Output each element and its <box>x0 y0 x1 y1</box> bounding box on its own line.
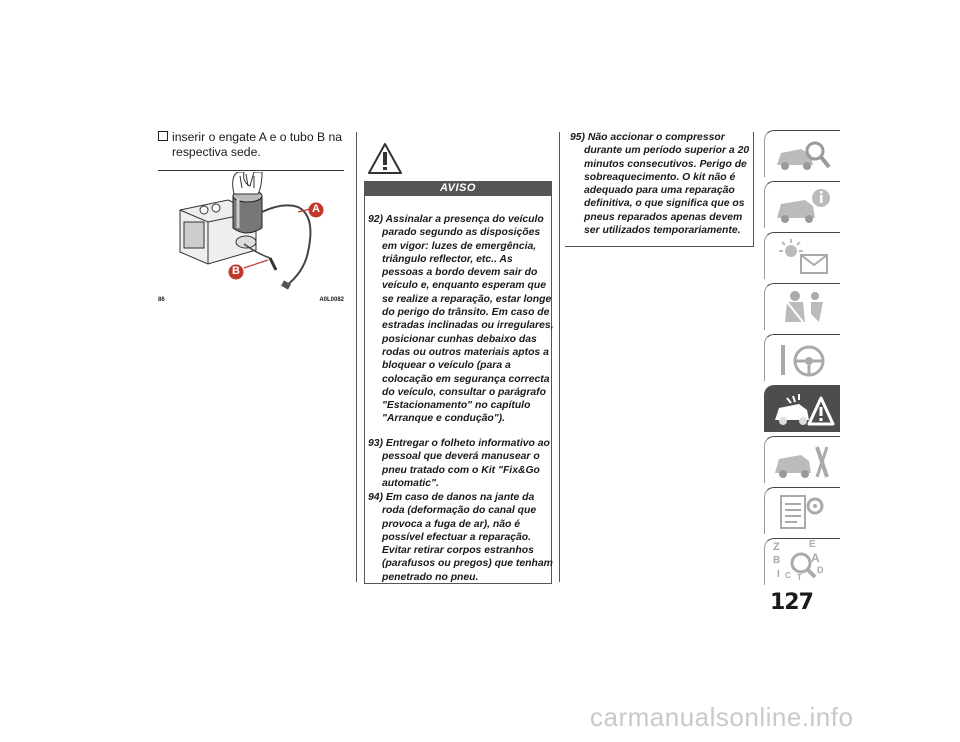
tab-driving[interactable] <box>764 334 840 381</box>
warning-note-92 <box>368 213 554 426</box>
tab-technical-data[interactable] <box>764 487 840 534</box>
tab-maintenance[interactable] <box>764 436 840 483</box>
label-a: A <box>312 203 320 215</box>
figure-number: 86 <box>158 297 165 303</box>
tab-car-info[interactable] <box>764 181 840 228</box>
steering-wheel-icon <box>771 339 835 379</box>
note-text: 92) Assinalar a presença do veículo parado segundo as disposições em vigor: luzes de emergência, triângulo reflector, etc.. As pessoas a bordo devem sair do veículo e, enquanto esperam que se realize a reparação, estar longe do perigo do trânsito. Em caso de estradas inclinadas ou irregulares, posicionar cunhas debaixo das rodas ou outros materiais aptos a bloquear o veículo (para a colocação em segurança correcta do veículo, consultar o parágrafo "Estacionamento" no capítulo "Arranque e condução"). <box>368 214 554 425</box>
figure-top-divider <box>158 170 344 171</box>
tab-car-search[interactable] <box>764 130 840 177</box>
warning-triangle-icon <box>367 142 403 176</box>
index-letter: E <box>809 539 816 550</box>
warning-lights-icon <box>771 237 835 277</box>
tab-safety[interactable] <box>764 283 840 330</box>
bullet-item <box>158 130 348 160</box>
car-search-icon <box>771 135 835 175</box>
index-letter: D <box>817 565 824 575</box>
warning-note-93 <box>368 437 554 490</box>
checkbox-bullet-icon <box>158 131 168 141</box>
instruction-block <box>158 130 348 160</box>
bullet-text-line2: respectiva sede. <box>172 145 261 159</box>
index-letter: I <box>777 569 780 580</box>
seatbelt-person-icon <box>771 288 835 328</box>
note-text: 93) Entregar o folheto informativo ao pessoal que deverá manusear o pneu tratado com o Kit "Fix&Go automatic". <box>368 438 550 489</box>
note-text: 94) Em caso de danos na jante da roda (deformação do canal que provoca a fuga de ar), não é possível efectuar a reparação. Evitar retirar corpos estranhos (parafusos ou pregos) que tenham penetrado no pneu. <box>368 492 553 583</box>
tab-index[interactable] <box>764 538 840 585</box>
compressor-illustration <box>158 172 348 294</box>
index-letter: B <box>773 555 781 566</box>
page-number: 127 <box>770 590 813 615</box>
index-letter: C <box>785 571 791 580</box>
tab-warning-lights[interactable] <box>764 232 840 279</box>
warning-note-94 <box>368 491 554 584</box>
car-breakdown-icon <box>771 390 835 430</box>
index-letter: A <box>811 551 820 565</box>
index-letter: T <box>797 573 802 582</box>
bullet-text-line1: inserir o engate A e o tubo B na <box>172 130 343 144</box>
alphabet-index-icon <box>771 543 835 583</box>
watermark[interactable]: carmanualsonline.info <box>590 702 854 732</box>
tab-emergency[interactable] <box>764 385 840 432</box>
label-b: B <box>232 265 240 277</box>
figure-caption <box>158 297 344 303</box>
settings-list-icon <box>771 492 835 532</box>
index-letter: Z <box>773 541 780 553</box>
car-service-icon <box>771 441 835 481</box>
warning-note-95 <box>570 131 750 237</box>
column-divider-1 <box>356 132 357 582</box>
car-info-icon <box>771 186 835 226</box>
figure-code: A0L0082 <box>319 297 344 303</box>
warning-header: AVISO <box>364 181 552 196</box>
note-text: 95) Não accionar o compressor durante um período superior a 20 minutos consecutivos. Perigo de sobreaquecimento. O kit não é adequado para uma reparação definitiva, o que significa que os pneus reparados apenas devem ser utilizados temporariamente. <box>570 132 750 237</box>
column-divider-2 <box>559 132 560 582</box>
